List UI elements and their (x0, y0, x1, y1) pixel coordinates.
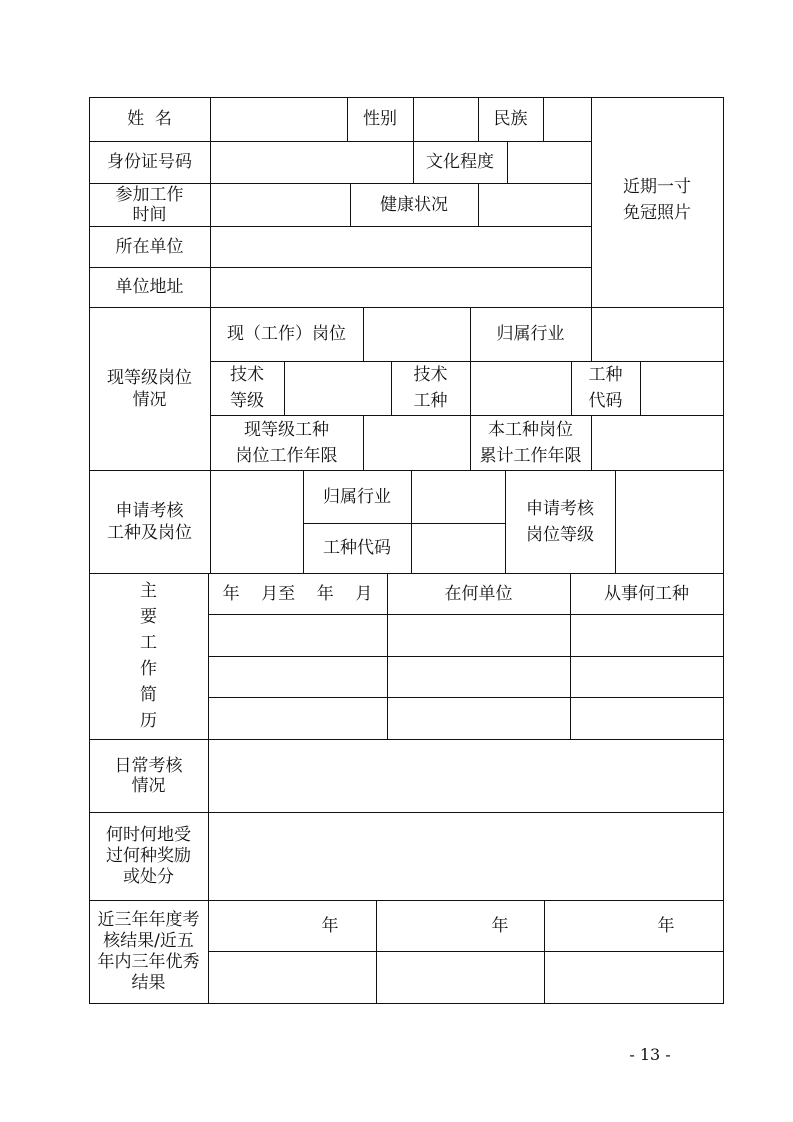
resume-char: 要 (140, 607, 157, 627)
grid-line (208, 656, 724, 657)
cumulative-years-field[interactable] (592, 416, 722, 469)
ethnicity-label: 民族 (493, 109, 528, 129)
id-number-field[interactable] (211, 142, 412, 182)
current-years-field[interactable] (364, 416, 469, 469)
industry-field[interactable] (592, 308, 722, 360)
awards-field[interactable] (209, 813, 722, 899)
resume-label (89, 573, 208, 739)
table-border-right (723, 97, 724, 1003)
employer-address-field[interactable] (211, 268, 590, 306)
tech-trade-label: 技术 工种 (413, 365, 448, 411)
health-field[interactable] (479, 184, 590, 225)
employer-label: 所在单位 (115, 236, 184, 257)
current-level-label: 现等级岗位 情况 (107, 367, 192, 410)
annual-result-field[interactable] (209, 952, 375, 1002)
grid-line (208, 614, 724, 615)
resume-header-employer: 在何单位 (444, 583, 513, 604)
page-number: - 13 - (629, 1045, 671, 1064)
resume-header-trade: 从事何工种 (604, 583, 689, 604)
current-years-label: 现等级工种 岗位工作年限 (235, 419, 338, 466)
resume-header-period: 年 月至 年 月 (222, 583, 373, 604)
year-label: 年 (321, 915, 339, 936)
year-label: 年 (491, 915, 509, 936)
annual-review-label: 近三年年度考 核结果/近五 年内三年优秀 结果 (97, 909, 200, 993)
ethnicity-field[interactable] (544, 98, 590, 140)
work-start-label: 参加工作 时间 (115, 184, 184, 225)
cumulative-years-label: 本工种岗位 累计工作年限 (479, 419, 582, 466)
industry-label: 归属行业 (496, 324, 565, 344)
tech-trade-field[interactable] (471, 362, 570, 414)
health-label: 健康状况 (380, 194, 448, 215)
table-border-bottom (89, 1003, 724, 1004)
resume-char: 历 (140, 711, 157, 731)
gender-field[interactable] (414, 98, 477, 140)
year-label: 年 (657, 915, 675, 936)
apply-level-field[interactable] (616, 471, 722, 572)
tech-level-field[interactable] (285, 362, 390, 414)
apply-level-label: 申请考核 岗位等级 (526, 498, 594, 545)
id-number-label: 身份证号码 (107, 152, 192, 172)
employer-address-label: 单位地址 (115, 277, 184, 297)
education-label: 文化程度 (426, 152, 494, 172)
daily-review-label: 日常考核 情况 (114, 755, 183, 796)
resume-char: 作 (140, 659, 157, 679)
tech-level-label: 技术 等级 (230, 365, 264, 411)
current-post-field[interactable] (364, 308, 469, 360)
apply-code-label: 工种代码 (323, 538, 391, 558)
daily-review-field[interactable] (209, 740, 722, 811)
apply-code-field[interactable] (412, 524, 504, 572)
employer-field[interactable] (211, 227, 590, 266)
resume-char: 主 (140, 581, 157, 601)
apply-trade-field[interactable] (211, 471, 302, 572)
photo-box (592, 98, 722, 306)
name-field[interactable] (211, 98, 346, 140)
grid-line (208, 697, 724, 698)
apply-trade-label: 申请考核 工种及岗位 (107, 500, 192, 543)
annual-result-field[interactable] (545, 952, 722, 1002)
apply-industry-field[interactable] (412, 471, 504, 522)
current-post-label: 现（工作）岗位 (227, 324, 346, 344)
photo-label: 近期一寸 免冠照片 (623, 177, 691, 223)
apply-industry-label: 归属行业 (323, 486, 391, 507)
resume-char: 工 (140, 633, 157, 653)
annual-result-field[interactable] (377, 952, 543, 1002)
name-label: 姓 名 (127, 109, 172, 129)
awards-label: 何时何地受 过何种奖励 或处分 (106, 824, 191, 887)
education-field[interactable] (508, 142, 590, 182)
trade-code-field[interactable] (641, 362, 722, 414)
work-start-field[interactable] (211, 184, 349, 225)
gender-label: 性别 (363, 109, 397, 129)
resume-char: 简 (140, 685, 157, 705)
trade-code-label: 工种 代码 (588, 365, 623, 411)
